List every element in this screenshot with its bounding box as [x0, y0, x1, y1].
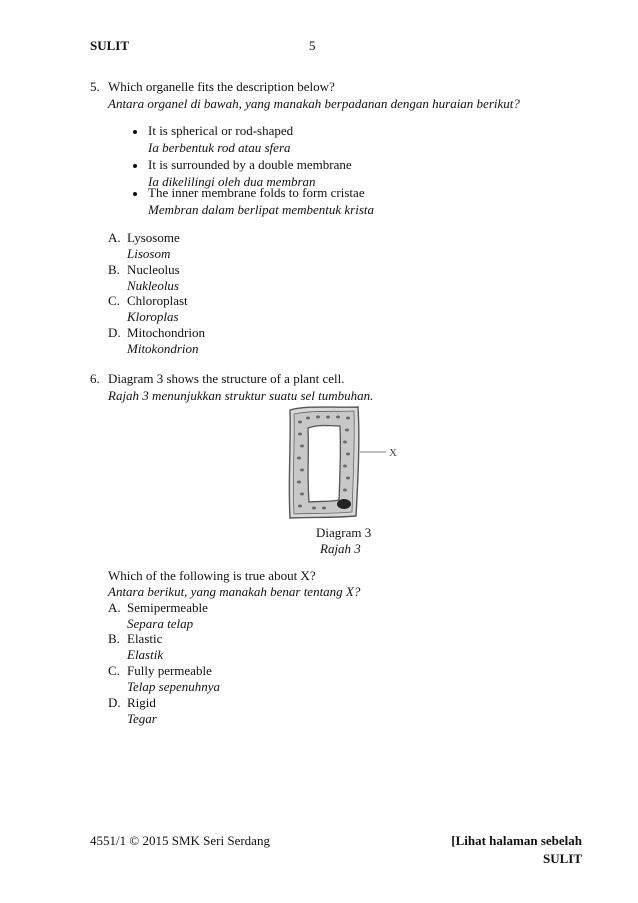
option-b-en: Nucleolus — [127, 262, 180, 277]
question-prompt-en: Which of the following is true about X? — [108, 568, 316, 583]
page-number: 5 — [309, 38, 316, 53]
option-d-en: Rigid — [127, 695, 156, 710]
footer-classification: SULIT — [542, 851, 582, 866]
option-c-ms: Kloroplas — [127, 309, 179, 324]
footer-next-page: [Lihat halaman sebelah — [451, 833, 582, 848]
option-b-en: Elastic — [127, 631, 163, 646]
description-item-en: The inner membrane folds to form cristae — [148, 185, 365, 200]
option-a-en: Lysosome — [127, 230, 180, 245]
diagram-caption-ms: Rajah 3 — [320, 541, 361, 556]
question-prompt-ms: Antara berikut, yang manakah benar tentang X? — [108, 584, 361, 599]
description-item-ms: Ia berbentuk rod atau sfera — [148, 140, 291, 155]
bullet-icon — [133, 192, 137, 196]
option-b-ms: Elastik — [127, 647, 164, 662]
bullet-icon — [133, 164, 137, 168]
option-letter-d: D. — [108, 695, 121, 710]
option-c-en: Fully permeable — [127, 663, 212, 678]
option-letter-b: B. — [108, 262, 120, 277]
option-a-ms: Lisosom — [127, 246, 171, 261]
description-item-en: It is spherical or rod-shaped — [148, 123, 294, 138]
header-classification: SULIT — [90, 38, 130, 53]
bullet-icon — [133, 130, 137, 134]
option-letter-a: A. — [108, 600, 121, 615]
question-text-ms: Rajah 3 menunjukkan struktur suatu sel tumbuhan. — [108, 388, 374, 403]
nucleus — [337, 499, 351, 509]
question-text-en: Which organelle fits the description below? — [108, 79, 335, 94]
option-a-ms: Separa telap — [127, 616, 194, 631]
option-letter-d: D. — [108, 325, 121, 340]
option-d-ms: Mitokondrion — [127, 341, 199, 356]
diagram-caption-en: Diagram 3 — [316, 525, 372, 540]
option-letter-b: B. — [108, 631, 120, 646]
label-x: X — [389, 447, 397, 459]
vacuole — [308, 426, 340, 503]
option-c-en: Chloroplast — [127, 293, 188, 308]
option-letter-c: C. — [108, 663, 120, 678]
option-d-ms: Tegar — [127, 711, 157, 726]
description-item-en: It is surrounded by a double membrane — [148, 157, 352, 172]
question-number: 5. — [90, 79, 100, 94]
question-number: 6. — [90, 371, 100, 386]
option-b-ms: Nukleolus — [127, 278, 179, 293]
question-text-ms: Antara organel di bawah, yang manakah berpadanan dengan huraian berikut? — [108, 96, 520, 111]
question-text-en: Diagram 3 shows the structure of a plant cell. — [108, 371, 345, 386]
option-a-en: Semipermeable — [127, 600, 208, 615]
footer-paper-code: 4551/1 © 2015 SMK Seri Serdang — [90, 833, 270, 848]
option-letter-a: A. — [108, 230, 121, 245]
description-item-ms: Ia dikelilingi oleh dua membran — [148, 174, 316, 189]
description-item-ms: Membran dalam berlipat membentuk krista — [148, 202, 375, 217]
plant-cell-diagram — [278, 400, 408, 525]
option-c-ms: Telap sepenuhnya — [127, 679, 221, 694]
option-letter-c: C. — [108, 293, 120, 308]
option-d-en: Mitochondrion — [127, 325, 205, 340]
